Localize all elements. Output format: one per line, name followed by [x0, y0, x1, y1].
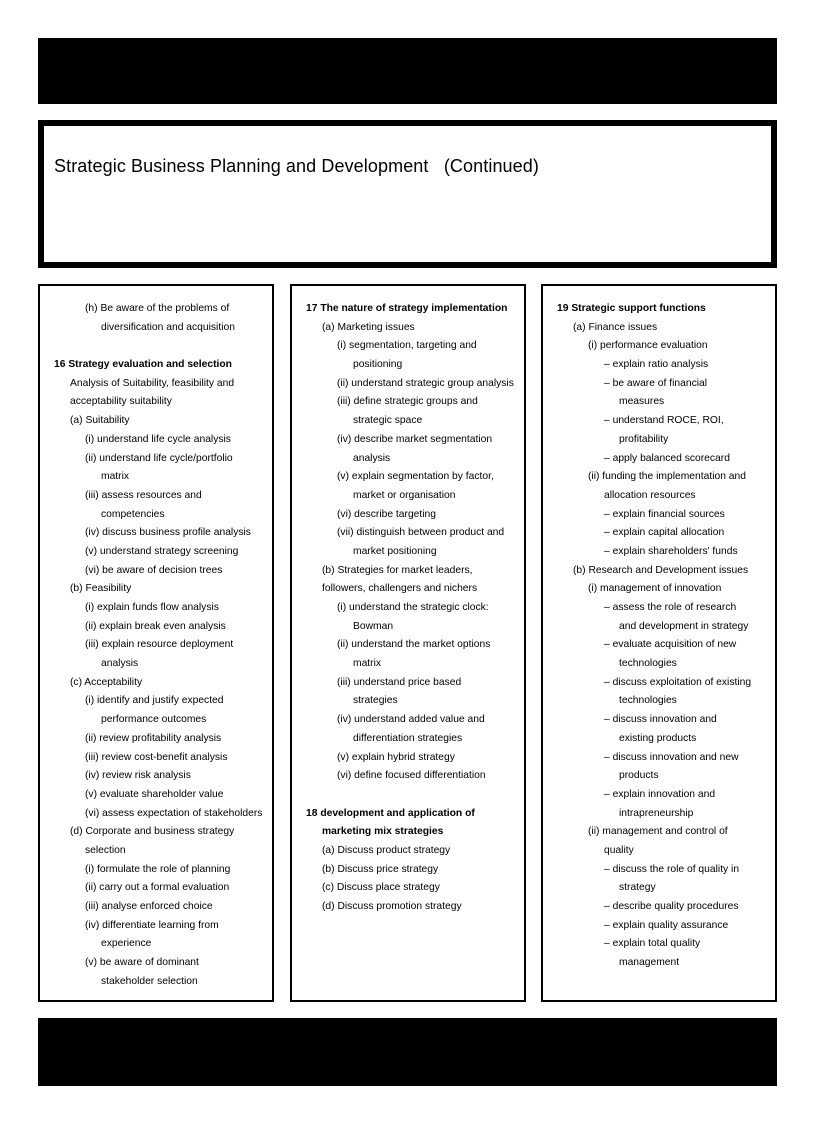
outline-item: (iii) analyse enforced choice [85, 901, 213, 912]
outline-item: (h) Be aware of the problems of [85, 303, 230, 314]
section-spacer [54, 337, 264, 356]
section-heading: 16 Strategy evaluation and selection [54, 359, 232, 371]
outline-item: (b) Research and Development issues [573, 564, 749, 576]
outline-item: matrix [101, 471, 130, 483]
outline-item: – be aware of financial [604, 377, 708, 389]
outline-item: (v) explain segmentation by factor, [337, 471, 494, 483]
outline-item: (v) understand strategy screening [85, 545, 239, 557]
syllabus-column-3 [541, 284, 777, 1002]
outline-item: products [619, 770, 659, 782]
outline-item: (i) understand life cycle analysis [85, 433, 231, 445]
outline-item: (d) Corporate and business strategy [70, 826, 235, 838]
outline-item: – discuss innovation and new [604, 751, 739, 763]
outline-item: (vi) describe targeting [337, 508, 437, 520]
outline-item: – explain total quality [604, 938, 701, 950]
outline-item: – evaluate acquisition of new [604, 639, 737, 651]
title-panel [44, 126, 771, 262]
outline-item: selection [85, 844, 126, 856]
outline-item: – describe quality procedures [604, 901, 739, 912]
outline-item: (iii) assess resources and [85, 489, 202, 501]
outline-item: (iv) differentiate learning from [85, 919, 219, 931]
outline-item: – apply balanced scorecard [604, 452, 730, 464]
outline-item: (a) Discuss product strategy [322, 844, 451, 856]
outline-item: (iv) describe market segmentation [337, 433, 493, 445]
outline-item: (i) identify and justify expected [85, 695, 224, 707]
section-heading: 17 The nature of strategy implementation [306, 303, 508, 314]
outline-item: analysis [101, 658, 139, 670]
outline-item: market positioning [353, 545, 437, 557]
outline-item: strategies [353, 695, 398, 707]
outline-item: (i) performance evaluation [588, 340, 708, 352]
outline-item: (vi) assess expectation of stakeholders [85, 807, 263, 819]
outline-item: competencies [101, 508, 165, 520]
syllabus-column-1 [38, 284, 274, 1002]
outline-item: (a) Finance issues [573, 321, 658, 333]
outline-item: – understand ROCE, ROI, [604, 415, 724, 427]
outline-item: profitability [619, 433, 669, 445]
outline-item: analysis [353, 452, 391, 464]
outline-item: allocation resources [604, 489, 696, 501]
outline-item: acceptability suitability [70, 396, 172, 408]
outline-item: existing products [619, 732, 697, 744]
outline-item: – discuss innovation and [604, 714, 717, 726]
outline-item: (ii) explain break even analysis [85, 620, 226, 632]
outline-item: (ii) carry out a formal evaluation [85, 882, 230, 894]
outline-item: management [619, 957, 680, 969]
outline-item: – explain shareholders' funds [604, 545, 738, 557]
page-title: Strategic Business Planning and Development (Continued) [54, 156, 539, 176]
outline-item: diversification and acquisition [101, 321, 235, 333]
title-frame [38, 120, 777, 268]
outline-item: – explain capital allocation [604, 527, 725, 539]
outline-item: quality [604, 844, 634, 856]
outline-item: (b) Strategies for market leaders, [322, 564, 473, 576]
outline-item: experience [101, 938, 152, 950]
outline-item: market or organisation [353, 489, 456, 501]
outline-item: (ii) understand strategic group analysis [337, 377, 514, 389]
syllabus-column-2 [290, 284, 526, 1002]
outline-item: – explain ratio analysis [604, 359, 709, 371]
outline-item: Analysis of Suitability, feasibility and [70, 377, 235, 389]
section-spacer [306, 786, 516, 805]
outline-item: (c) Discuss place strategy [322, 882, 440, 894]
outline-item: (i) segmentation, targeting and [337, 340, 477, 352]
outline-item: – explain quality assurance [604, 919, 729, 931]
outline-item: (iii) define strategic groups and [337, 396, 478, 408]
outline-item: (c) Acceptability [70, 676, 143, 688]
outline-item: (v) evaluate shareholder value [85, 788, 224, 800]
outline-item: technologies [619, 695, 677, 707]
outline-item: measures [619, 396, 665, 408]
outline-item: (ii) review profitability analysis [85, 732, 222, 744]
outline-item: (ii) funding the implementation and [588, 471, 746, 483]
outline-item: (a) Suitability [70, 415, 130, 427]
outline-item: (v) explain hybrid strategy [337, 751, 455, 763]
outline-item: (ii) understand the market options [337, 639, 491, 651]
outline-item: (iii) explain resource deployment [85, 639, 234, 651]
outline-item: – discuss the role of quality in [604, 863, 740, 875]
outline-item: (ii) understand life cycle/portfolio [85, 452, 233, 464]
outline-item: (v) be aware of dominant [85, 957, 199, 969]
outline-item: (vi) define focused differentiation [337, 770, 486, 782]
outline-item: (i) explain funds flow analysis [85, 602, 219, 613]
top-black-banner [38, 38, 777, 104]
outline-item: (iv) discuss business profile analysis [85, 527, 251, 539]
outline-item: followers, challengers and nichers [322, 583, 478, 595]
outline-item: – explain financial sources [604, 508, 725, 520]
outline-item: strategic space [353, 415, 423, 427]
outline-item: – assess the role of research [604, 602, 737, 613]
outline-item: (d) Discuss promotion strategy [322, 901, 462, 912]
outline-item: differentiation strategies [353, 732, 463, 744]
section-heading: 18 development and application of [306, 807, 475, 819]
outline-item: – explain innovation and [604, 788, 716, 800]
outline-item: technologies [619, 658, 677, 670]
outline-item: (i) management of innovation [588, 583, 722, 595]
outline-item: intrapreneurship [619, 807, 694, 819]
outline-item: positioning [353, 359, 403, 371]
outline-item: (vi) be aware of decision trees [85, 564, 223, 576]
outline-item: (iv) review risk analysis [85, 770, 191, 782]
outline-item: (b) Discuss price strategy [322, 863, 439, 875]
outline-item: strategy [619, 882, 656, 894]
outline-item: Bowman [353, 620, 394, 632]
outline-item: (i) formulate the role of planning [85, 863, 231, 875]
outline-item: (iii) review cost-benefit analysis [85, 751, 228, 763]
outline-item: (a) Marketing issues [322, 321, 415, 333]
outline-item: – discuss exploitation of existing [604, 676, 752, 688]
section-heading: marketing mix strategies [322, 826, 444, 838]
outline-item: matrix [353, 658, 382, 670]
outline-item: (ii) management and control of [588, 826, 728, 838]
outline-item: and development in strategy [619, 620, 749, 632]
outline-item: (vii) distinguish between product and [337, 527, 505, 539]
section-heading: 19 Strategic support functions [557, 303, 706, 314]
outline-item: (i) understand the strategic clock: [337, 602, 489, 613]
outline-item: performance outcomes [101, 714, 207, 726]
outline-item: (b) Feasibility [70, 583, 132, 595]
outline-item: stakeholder selection [101, 975, 198, 987]
outline-item: (iv) understand added value and [337, 714, 485, 726]
bottom-black-banner [38, 1018, 777, 1086]
outline-item: (iii) understand price based [337, 676, 462, 688]
